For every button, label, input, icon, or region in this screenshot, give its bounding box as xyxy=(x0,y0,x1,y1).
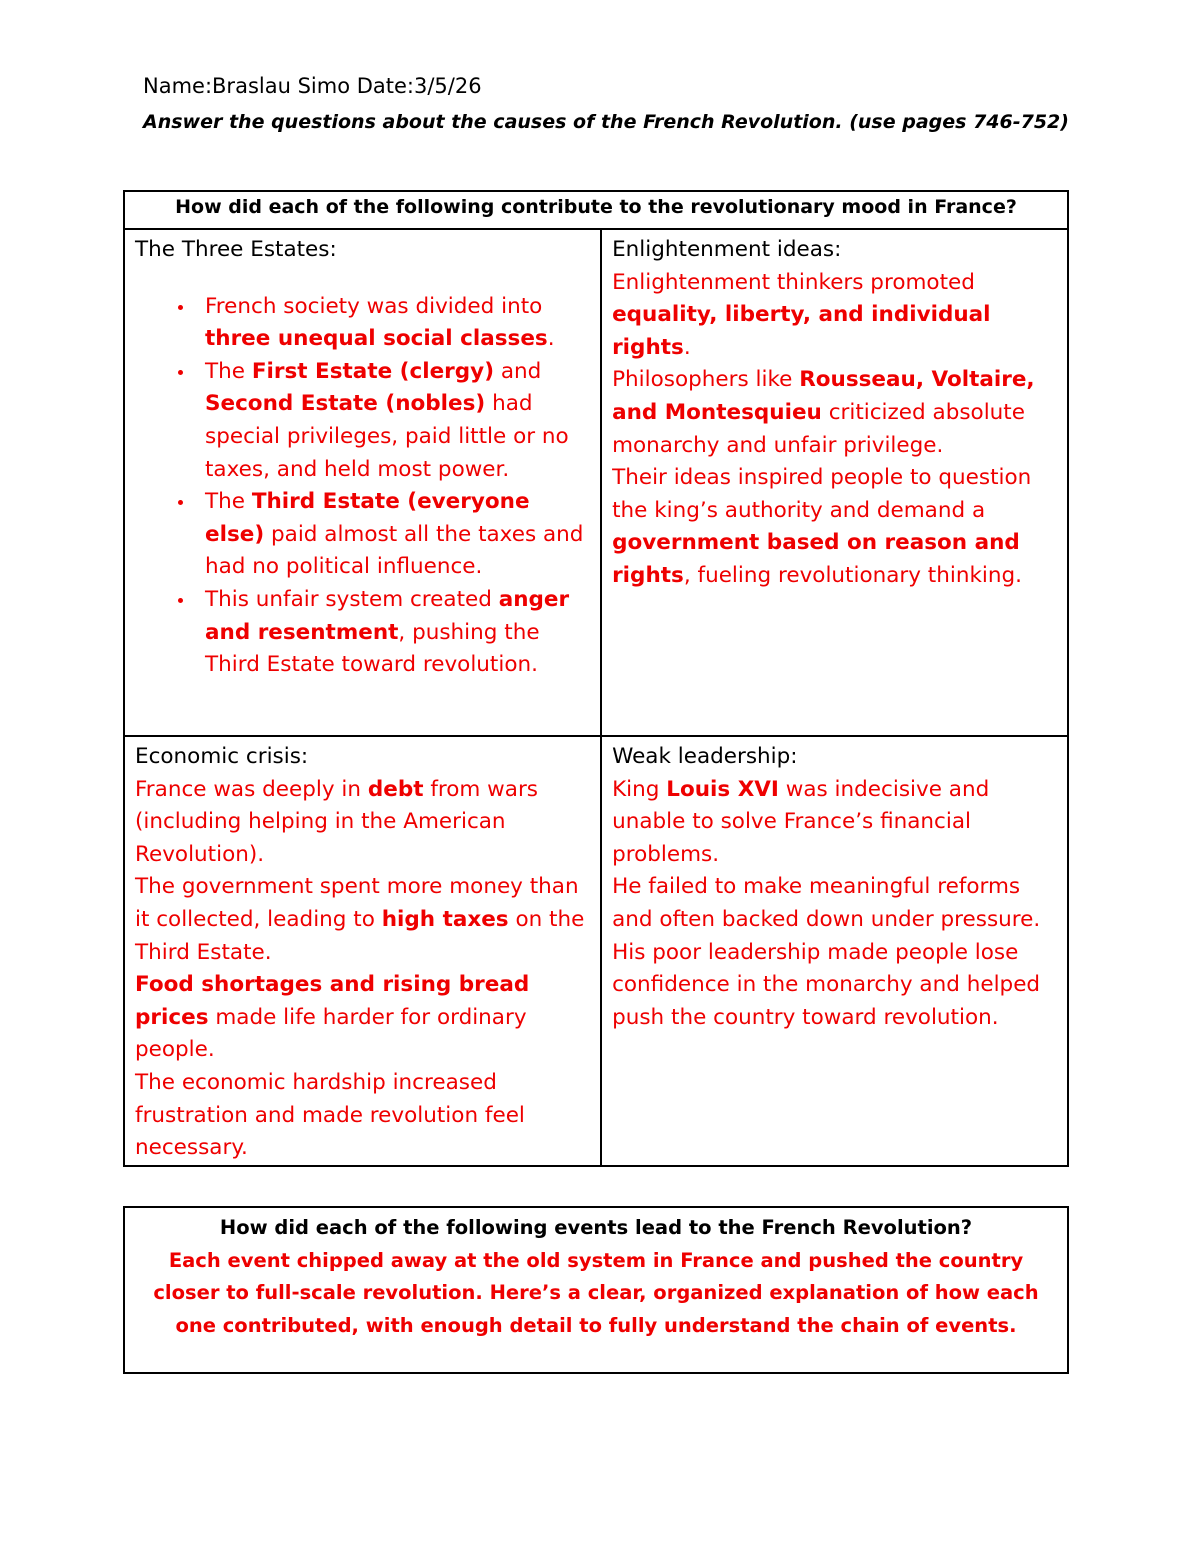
bold-term: Food shortages and rising bread prices xyxy=(135,972,530,1030)
causes-table-heading: How did each of the following contribute to the revolutionary mood in France? xyxy=(124,191,1068,229)
list-item: • This unfair system created anger and resentment, pushing the Third Estate toward revolution. xyxy=(195,584,592,682)
enlightenment-paragraph: Their ideas inspired people to question the king’s authority and demand a government based on reason and rights, fueling revolutionary thinking. xyxy=(612,465,1032,588)
economic-crisis-label: Economic crisis: xyxy=(135,744,309,769)
bold-term: debt xyxy=(367,776,424,802)
three-estates-list xyxy=(135,291,592,682)
enlightenment-cell xyxy=(601,229,1068,736)
bold-term: Second Estate (nobles) xyxy=(205,391,486,417)
economic-paragraph: The economic hardship increased frustration and made revolution feel necessary. xyxy=(135,1069,525,1161)
name-date-line: Name:Braslau Simo Date:3/5/26 xyxy=(143,74,482,98)
events-cell xyxy=(124,1207,1068,1373)
three-estates-cell xyxy=(124,229,601,736)
instructions: Answer the questions about the causes of the French Revolution. (use pages 746-752) xyxy=(143,111,1069,133)
bold-term: Louis XVI xyxy=(666,776,779,802)
bold-term: First Estate (clergy) xyxy=(251,358,495,384)
events-table xyxy=(123,1206,1069,1374)
list-item: • The Third Estate (everyone else) paid almost all the taxes and had no political influence. xyxy=(195,486,592,584)
list-item: • The First Estate (clergy) and Second Estate (nobles) had special privileges, paid little or no taxes, and held most power. xyxy=(195,356,592,486)
enlightenment-label: Enlightenment ideas: xyxy=(612,237,842,262)
leadership-paragraph: His poor leadership made people lose confidence in the monarchy and helped push the country toward revolution. xyxy=(612,939,1041,1030)
bold-term: Third Estate (everyone else) xyxy=(205,489,530,547)
bold-term: Rousseau, Voltaire, and Montesquieu xyxy=(612,367,1035,425)
three-estates-label: The Three Estates: xyxy=(135,237,337,262)
causes-table xyxy=(123,190,1069,1167)
leadership-paragraph: He failed to make meaningful reforms and often backed down under pressure. xyxy=(612,874,1041,932)
bold-term: high taxes xyxy=(381,906,509,932)
economic-crisis-cell xyxy=(124,736,601,1166)
weak-leadership-cell xyxy=(601,736,1068,1166)
economic-paragraph: The government spent more money than it collected, leading to high taxes on the Third Estate. xyxy=(135,874,585,965)
weak-leadership-label: Weak leadership: xyxy=(612,744,798,769)
economic-paragraph: France was deeply in debt from wars (including helping in the American Revolution). xyxy=(135,776,538,867)
leadership-paragraph: King Louis XVI was indecisive and unable to solve France’s financial problems. xyxy=(612,776,990,867)
events-answer: Each event chipped away at the old system in France and pushed the country closer to full-scale revolution. Here’s a clear, organized explanation of how each one contributed, with enough detail to fully understand the chain of events. xyxy=(153,1248,1039,1337)
economic-paragraph: Food shortages and rising bread prices made life harder for ordinary people. xyxy=(135,972,530,1063)
bold-term: equality, liberty, and individual rights xyxy=(612,302,991,360)
bold-term: anger and resentment xyxy=(205,586,570,645)
bold-term: government based on reason and rights xyxy=(612,530,1020,588)
list-item: • French society was divided into three unequal social classes. xyxy=(195,291,592,356)
bold-term: three unequal social classes xyxy=(205,326,548,352)
events-heading: How did each of the following events lead to the French Revolution? xyxy=(219,1216,973,1239)
enlightenment-paragraph: Philosophers like Rousseau, Voltaire, and Montesquieu criticized absolute monarchy and unfair privilege. xyxy=(612,367,1035,458)
enlightenment-paragraph: Enlightenment thinkers promoted equality, liberty, and individual rights. xyxy=(612,269,991,360)
